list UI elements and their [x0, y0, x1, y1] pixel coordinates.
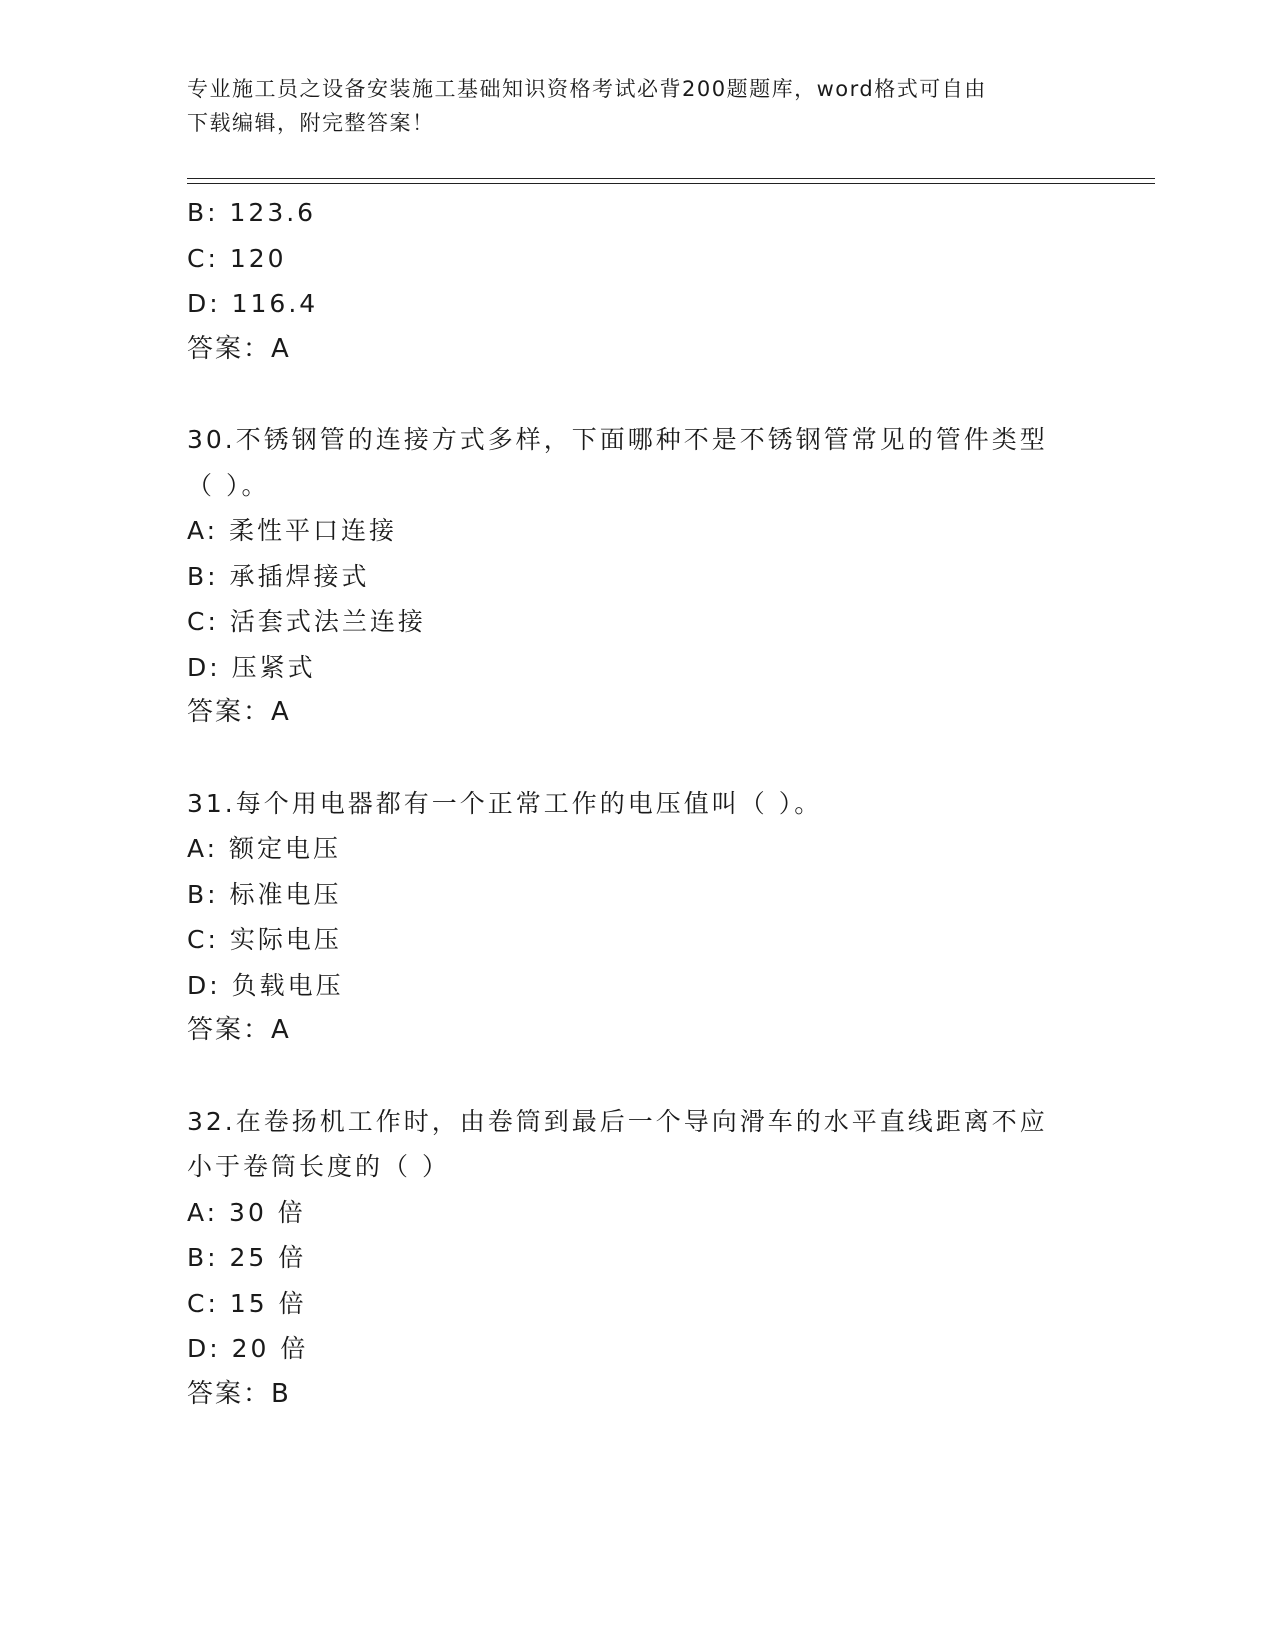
header-rule-bottom: [187, 183, 1155, 184]
document-header: [187, 72, 1087, 140]
option-d: D: 20 倍: [187, 1334, 309, 1363]
question-stem-line: 30.不锈钢管的连接方式多样，下面哪种不是不锈钢管常见的管件类型: [187, 425, 1048, 454]
question-29-continued: [187, 190, 1087, 372]
option-a: A: 额定电压: [187, 834, 342, 863]
header-line-2: 下载编辑，附完整答案！: [187, 111, 435, 135]
question-stem-line: 31.每个用电器都有一个正常工作的电压值叫（ ）。: [187, 788, 823, 818]
option-d: D: 116.4: [187, 289, 319, 318]
option-c: C: 实际电压: [187, 925, 342, 954]
question-stem-line: （ ）。: [187, 470, 270, 500]
answer-line: 答案：B: [187, 1378, 291, 1409]
option-b: B: 123.6: [187, 198, 317, 227]
option-a: A: 30 倍: [187, 1197, 306, 1227]
answer-line: 答案：A: [187, 1015, 291, 1045]
question-stem-line: 32.在卷扬机工作时，由卷筒到最后一个导向滑车的水平直线距离不应: [187, 1106, 1048, 1136]
header-line-1: 专业施工员之设备安装施工基础知识资格考试必背200题题库，word格式可自由: [187, 77, 987, 101]
option-c: C: 15 倍: [187, 1288, 307, 1318]
option-a: A: 柔性平口连接: [187, 516, 398, 545]
header-rule-top: [187, 178, 1155, 179]
question-stem-line: 小于卷筒长度的（ ）: [187, 1152, 450, 1181]
question-list: [187, 190, 1087, 1417]
question-31: [187, 781, 1087, 1054]
answer-line: 答案：A: [187, 333, 291, 364]
question-32: [187, 1099, 1087, 1418]
option-b: B: 标准电压: [187, 879, 342, 909]
option-d: D: 负载电压: [187, 970, 344, 1000]
question-30: [187, 417, 1087, 736]
option-c: C: 120: [187, 243, 287, 273]
option-b: B: 承插焊接式: [187, 561, 370, 591]
answer-line: 答案：A: [187, 697, 291, 727]
option-d: D: 压紧式: [187, 652, 316, 682]
option-c: C: 活套式法兰连接: [187, 607, 426, 636]
option-b: B: 25 倍: [187, 1243, 307, 1272]
